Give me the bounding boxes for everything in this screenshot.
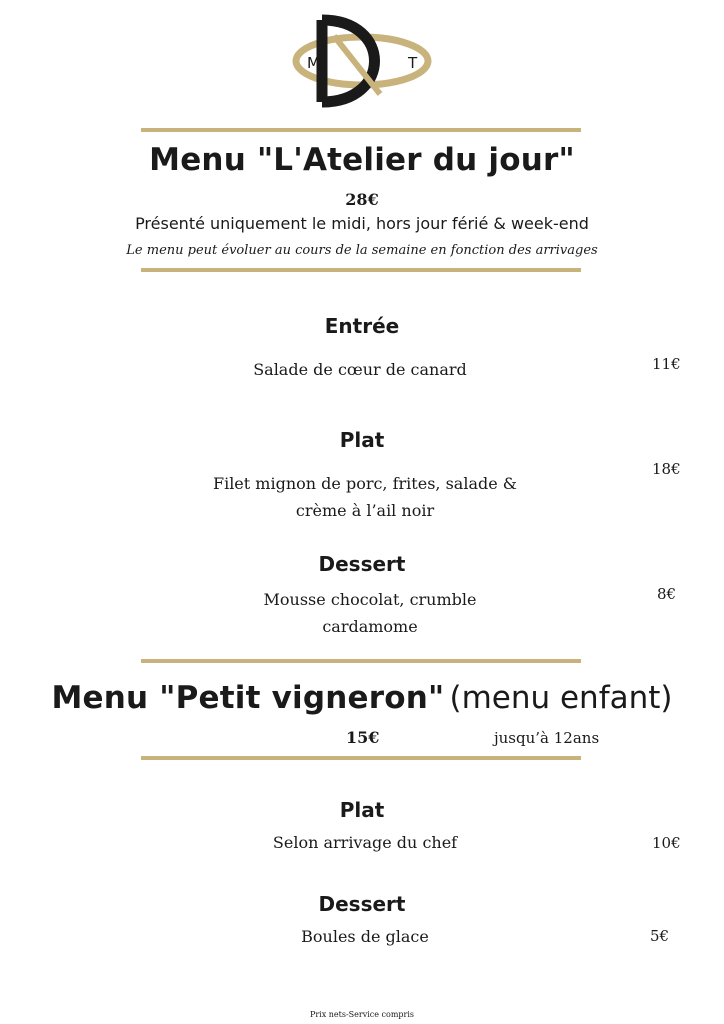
menu2-title-light: (menu enfant)	[449, 680, 673, 716]
section-heading-dessert: Dessert	[318, 552, 406, 576]
menu2-top-rule	[141, 659, 581, 663]
menu1-title: Menu "L'Atelier du jour"	[149, 142, 575, 178]
logo-letter-t: T	[408, 54, 418, 72]
dish-plat-line2: crème à l’ail noir	[295, 501, 435, 520]
section-heading-kids-dessert: Dessert	[318, 892, 406, 916]
top-rule	[141, 128, 581, 132]
section-heading-entree: Entrée	[324, 314, 400, 338]
price-dessert: 8€	[657, 585, 677, 603]
menu1-price: 28€	[345, 190, 379, 209]
logo	[282, 14, 442, 108]
dish-dessert-line1: Mousse chocolat, crumble	[263, 590, 477, 609]
menu2-title-bold: Menu "Petit vigneron"	[51, 680, 445, 716]
menu2-age: jusqu’à 12ans	[494, 729, 600, 747]
section-heading-kids-plat: Plat	[339, 798, 385, 822]
footer-note: Prix nets-Service compris	[309, 1010, 415, 1019]
price-kids-dessert: 5€	[650, 927, 670, 945]
dish-entree: Salade de cœur de canard	[253, 360, 467, 379]
logo-emblem	[282, 14, 442, 108]
menu2-bottom-rule	[141, 756, 581, 760]
menu1-bottom-rule	[141, 268, 581, 272]
logo-letter-m: M	[307, 54, 320, 72]
dish-kids-dessert: Boules de glace	[301, 927, 429, 946]
menu1-subnote: Le menu peut évoluer au cours de la semaine en fonction des arrivages	[126, 243, 598, 258]
section-heading-plat: Plat	[339, 428, 385, 452]
price-entree: 11€	[652, 355, 681, 373]
menu2-title	[0, 680, 724, 716]
dish-kids-plat: Selon arrivage du chef	[272, 833, 458, 852]
price-plat: 18€	[652, 460, 681, 478]
price-kids-plat: 10€	[652, 834, 681, 852]
dish-plat-line1: Filet mignon de porc, frites, salade &	[212, 474, 518, 493]
dish-dessert-line2: cardamome	[322, 617, 418, 636]
menu1-note: Présenté uniquement le midi, hors jour férié & week-end	[135, 214, 589, 233]
menu2-price: 15€	[346, 728, 380, 747]
